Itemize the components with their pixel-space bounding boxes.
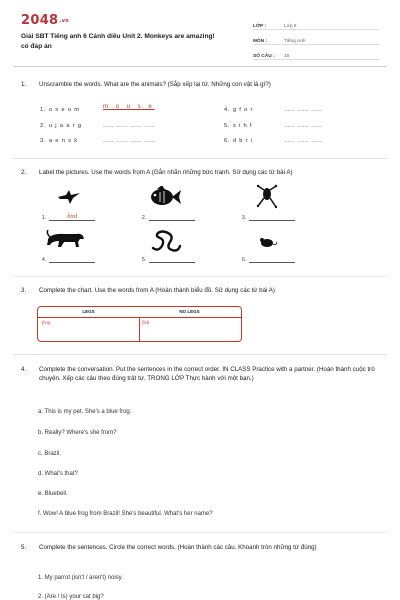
label-3 — [242, 214, 295, 221]
label-answer[interactable] — [149, 214, 195, 221]
mouse-icon — [258, 236, 278, 248]
section-divider — [13, 532, 387, 533]
label-number: 6. — [242, 257, 247, 263]
answer-text: m o u s e — [103, 104, 155, 110]
question-number: 2. — [21, 169, 27, 176]
conversation-line: d. What's that? — [38, 471, 78, 477]
logo-main: 2048 — [21, 13, 59, 28]
answer-blanks[interactable]: ___ ___ ___ ___ — [103, 137, 156, 143]
question-text: Complete the conversation. Put the sentences in the correct order. IN CLASS Practice with a partner. (Hoàn thành cuộc trò chuyện. Xếp các câu theo đúng trật tự. TRONG LỚP Thực hành với một bạn.) — [39, 366, 375, 382]
fish-icon — [148, 186, 182, 208]
answer-blanks[interactable]: ___ ___ ___ ___ — [103, 122, 156, 128]
label-number: 5. — [142, 257, 147, 263]
meta-value: Tiếng Anh — [284, 39, 306, 44]
scrambled-word: 2. u j a a r g — [40, 123, 82, 129]
chart-cell-legs[interactable]: frog — [42, 321, 51, 326]
chart-cell-no-legs[interactable]: fish — [142, 321, 150, 326]
label-number: 4. — [42, 257, 47, 263]
section-divider — [13, 158, 387, 159]
page-header — [0, 0, 400, 66]
jaguar-icon — [46, 230, 86, 248]
question-text: Label the pictures. Use the words from A (Gắn nhãn những bức tranh. Sử dụng các từ bài A) — [39, 169, 293, 176]
label-answer[interactable]: bird — [49, 214, 95, 221]
meta-key: MÔN : — [253, 39, 268, 44]
section-divider — [13, 354, 387, 355]
question-3 — [21, 286, 381, 295]
conversation-line: e. Bluebell. — [38, 491, 68, 497]
label-4 — [42, 256, 95, 263]
label-number: 1. — [42, 215, 47, 221]
label-answer[interactable] — [249, 256, 295, 263]
meta-row-subject — [253, 30, 379, 45]
document-title: Giải SBT Tiếng anh 6 Cánh diều Unit 2. Monkeys are amazing! có đáp án — [21, 33, 215, 50]
scrambled-word: 3. a e n s k — [40, 138, 78, 144]
label-number: 2. — [142, 215, 147, 221]
bird-icon — [56, 188, 82, 206]
meta-key: LỚP : — [253, 24, 267, 29]
label-6 — [242, 256, 295, 263]
snake-icon — [150, 230, 182, 252]
site-logo[interactable] — [21, 13, 69, 28]
legs-chart — [37, 306, 242, 342]
label-answer[interactable] — [149, 256, 195, 263]
question-4 — [21, 365, 381, 383]
conversation-line: c. Brazil. — [38, 451, 62, 457]
label-answer[interactable] — [49, 256, 95, 263]
label-2 — [142, 214, 195, 221]
meta-key: SỐ CÂU : — [253, 54, 275, 59]
chart-column-line — [139, 317, 140, 341]
conversation-line: b. Really? Where's she from? — [38, 430, 117, 436]
chart-header-no-legs: NO LEGS — [179, 309, 200, 314]
question-5 — [21, 543, 381, 552]
scrambled-word: 1. o s e u m — [40, 107, 80, 113]
question-number: 5. — [21, 544, 27, 551]
meta-row-class — [253, 15, 379, 30]
label-answer[interactable] — [249, 214, 295, 221]
conversation-line: f. Wow! A blue frog from Brazil! She's beautiful. What's her name? — [38, 511, 213, 517]
scrambled-word: 6. d b r i — [224, 138, 253, 144]
label-5 — [142, 256, 195, 263]
section-divider — [13, 276, 387, 277]
meta-row-count — [253, 45, 379, 60]
meta-value: 16 — [284, 54, 290, 59]
answer-blanks[interactable]: ___ ___ ___ — [284, 122, 323, 128]
chart-header-legs: LEGS — [82, 309, 95, 314]
question-number: 4. — [21, 366, 27, 373]
question-text: Unscramble the words. What are the animals? (Sắp xếp lại từ. Những con vật là gì?) — [39, 81, 271, 88]
scrambled-word: 4. g f o r — [224, 107, 254, 113]
answer-blanks[interactable]: ___ ___ ___ — [284, 106, 323, 112]
label-number: 3. — [242, 215, 247, 221]
sentence-line: 2. (Are / Is) your cat big? — [38, 594, 104, 600]
meta-panel — [253, 15, 379, 60]
header-divider — [13, 66, 387, 67]
conversation-line: a. This is my pet. She's a blue frog. — [38, 409, 132, 415]
answer-blanks[interactable]: ___ ___ ___ — [284, 137, 323, 143]
sentence-line: 1. My parrot (isn't / aren't) noisy. — [38, 575, 123, 581]
question-number: 1. — [21, 81, 27, 88]
question-text: Complete the sentences. Circle the correct words. (Hoàn thành các câu. Khoanh tròn những từ đúng) — [39, 544, 317, 551]
scrambled-word: 5. s i h f — [224, 123, 253, 129]
question-1 — [21, 80, 381, 89]
question-number: 3. — [21, 287, 27, 294]
logo-suffix: .vn — [59, 17, 70, 24]
question-text: Complete the chart. Use the words from A (Hoàn thành biểu đồ. Sử dụng các từ bài A) — [39, 287, 275, 294]
meta-value: Lớp 6 — [284, 24, 297, 29]
frog-icon — [256, 184, 278, 210]
question-2 — [21, 168, 381, 177]
label-1 — [42, 214, 95, 221]
